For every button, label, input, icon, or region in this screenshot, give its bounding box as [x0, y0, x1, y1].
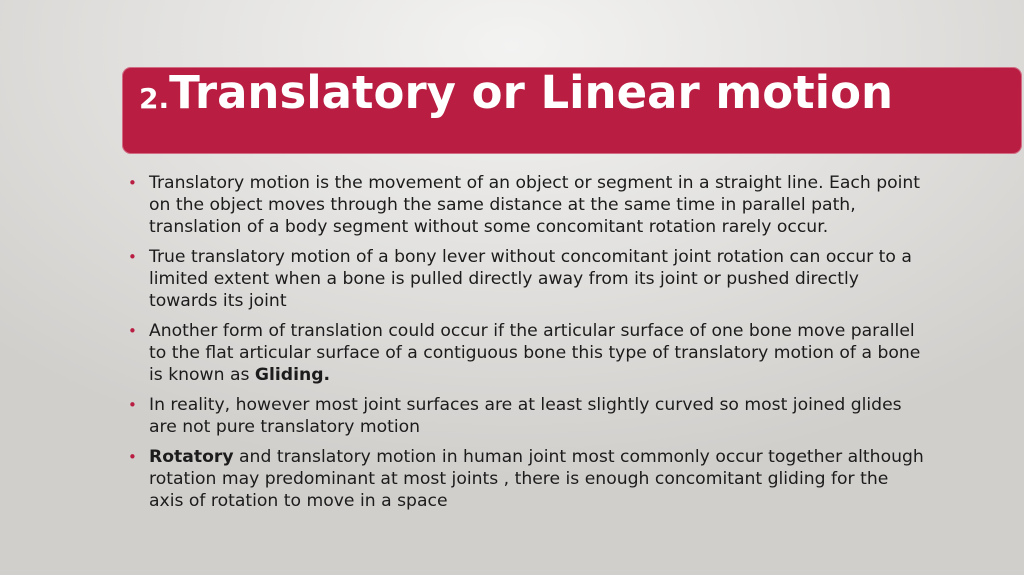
bullet-bold-term: Gliding.: [254, 365, 331, 385]
bullet-list: [125, 172, 925, 520]
bullet-dot-icon: •: [128, 248, 137, 266]
bullet-item: [125, 246, 925, 312]
title-banner: [122, 67, 1022, 154]
bullet-text: In reality, however most joint surfaces are at least slightly curved so most joined glides are not pure translatory motion: [149, 395, 902, 437]
bullet-item: [125, 394, 925, 438]
bullet-dot-icon: •: [128, 322, 137, 340]
bullet-text: True translatory motion of a bony lever without concomitant joint rotation can occur to a limited extent when a bone is pulled directly away from its joint or pushed directly towards its joint: [149, 247, 912, 311]
bullet-dot-icon: •: [128, 396, 137, 414]
bullet-text: Translatory motion is the movement of an object or segment in a straight line. Each point on the object moves through the same distance at the same time in parallel path, translation of a body segment without some concomitant rotation rarely occur.: [149, 173, 921, 237]
bullet-dot-icon: •: [128, 174, 137, 192]
bullet-dot-icon: •: [128, 448, 137, 466]
bullet-text: Another form of translation could occur if the articular surface of one bone move parallel to the flat articular surface of a contiguous bone this type of translatory motion of a bone is known as: [149, 321, 921, 385]
bullet-bold-term: Rotatory: [149, 447, 234, 467]
bullet-item: [125, 320, 925, 386]
title-number: 2.: [139, 82, 170, 115]
title-text: Translatory or Linear motion: [169, 66, 894, 119]
bullet-item: [125, 446, 925, 512]
bullet-item: [125, 172, 925, 238]
bullet-text: and translatory motion in human joint most commonly occur together although rotation may predominant at most joints , there is enough concomitant gliding for the axis of rotation to move in a space: [149, 447, 924, 511]
